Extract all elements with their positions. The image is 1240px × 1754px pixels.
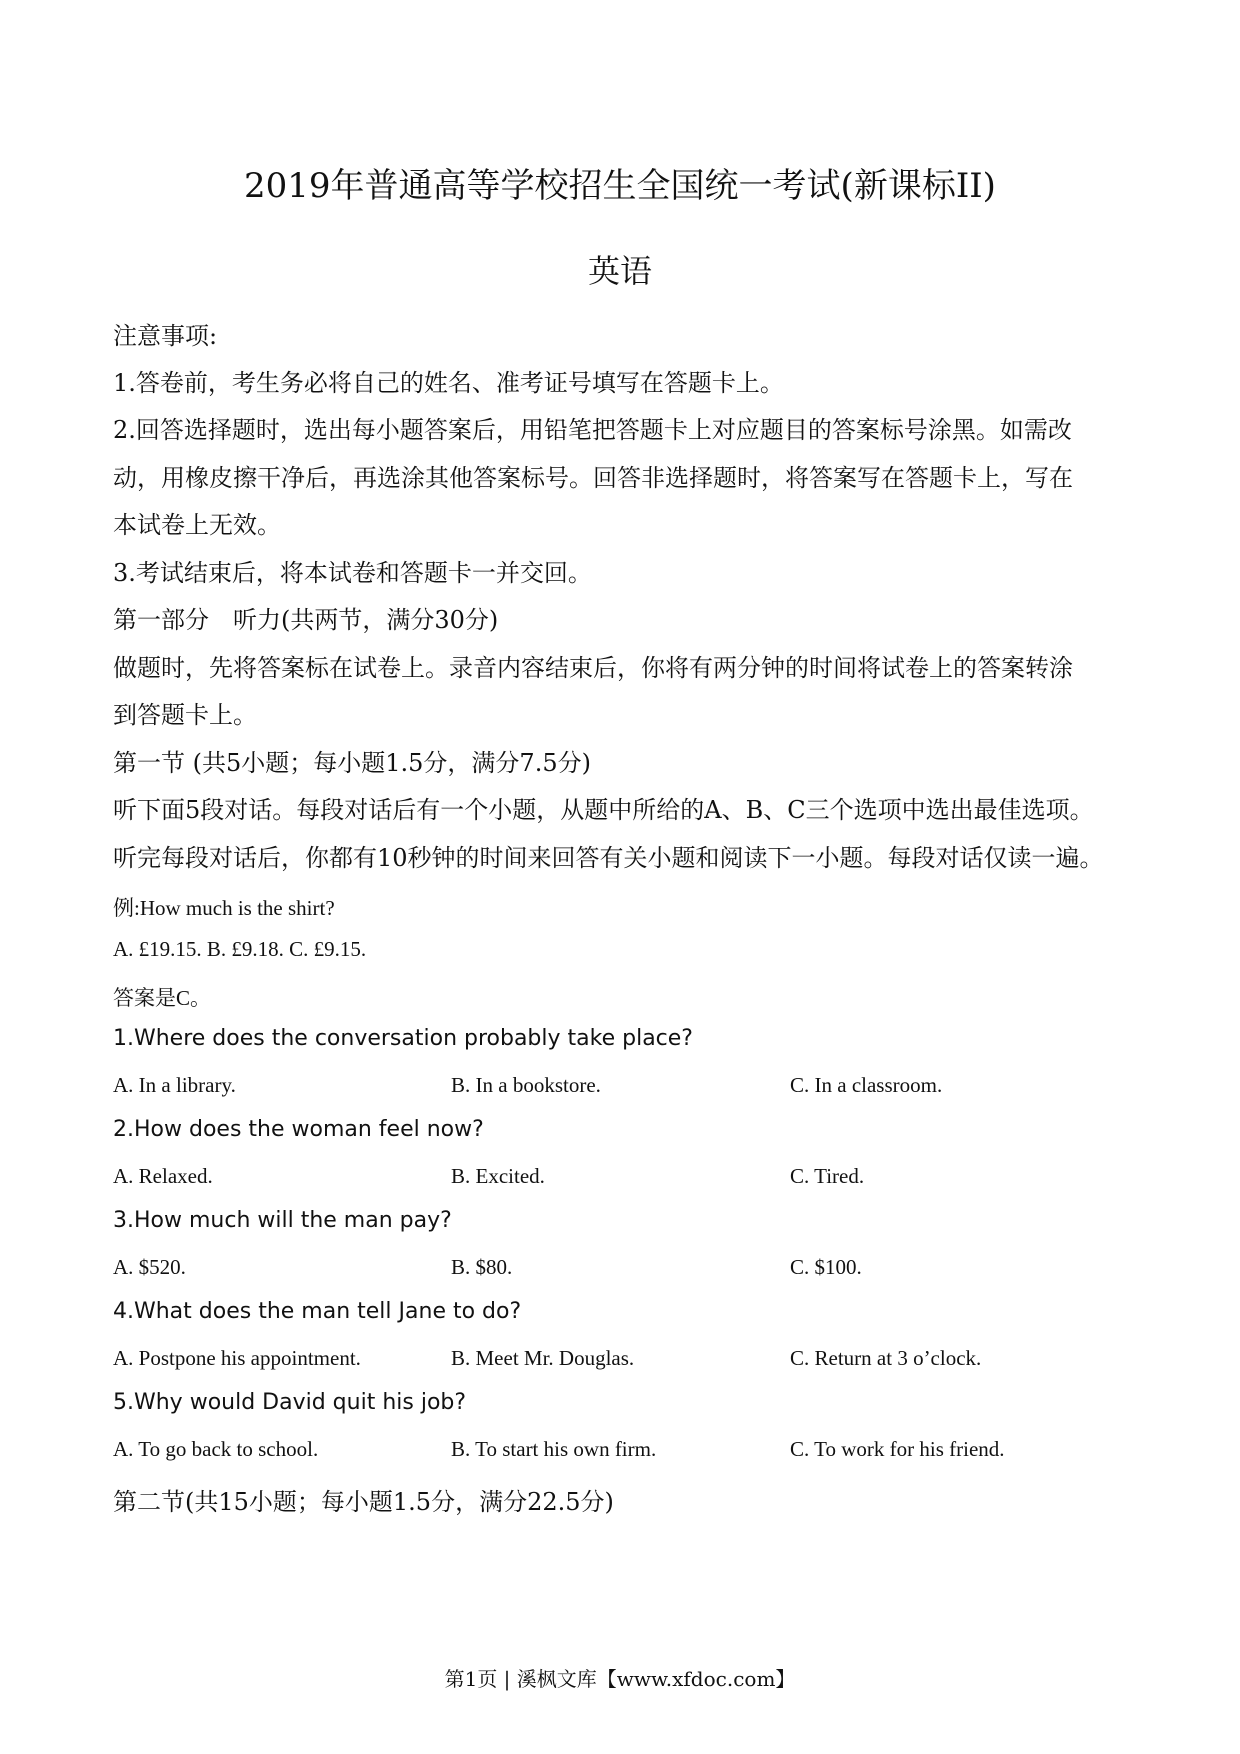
- section1-instruction-line-2: 听完每段对话后，你都有10秒钟的时间来回答有关小题和阅读下一小题。每段对话仅读一遍。: [113, 844, 1104, 872]
- page-footer: 第1页 | 溪枫文库【www.xfdoc.com】: [444, 1667, 796, 1691]
- question-1-option-b: B. In a bookstore.: [451, 1073, 601, 1097]
- notice-item-2-line-3: 本试卷上无效。: [113, 511, 281, 539]
- notice-item-2-line-2: 动，用橡皮擦干净后，再选涂其他答案标号。回答非选择题时，将答案写在答题卡上，写在: [113, 464, 1073, 492]
- example-answer: 答案是C。: [113, 986, 212, 1010]
- notice-item-2-line-1: 2.回答选择题时，选出每小题答案后，用铅笔把答题卡上对应题目的答案标号涂黑。如需改: [113, 416, 1072, 444]
- question-5-option-b: B. To start his own firm.: [451, 1437, 657, 1461]
- question-2-option-c: C. Tired.: [790, 1164, 865, 1188]
- question-4-option-b: B. Meet Mr. Douglas.: [451, 1346, 635, 1370]
- section1-instruction-line-1: 听下面5段对话。每段对话后有一个小题，从题中所给的A、B、C三个选项中选出最佳选项。: [113, 796, 1094, 824]
- part1-instruction-line-2: 到答题卡上。: [113, 701, 257, 729]
- question-5-option-a: A. To go back to school.: [113, 1437, 319, 1461]
- notice-heading: 注意事项:: [113, 322, 218, 350]
- subject-title: 英语: [587, 252, 652, 290]
- section1-heading: 第一节 (共5小题；每小题1.5分，满分7.5分): [113, 749, 591, 777]
- question-1-option-c: C. In a classroom.: [790, 1073, 943, 1097]
- part1-instruction-line-1: 做题时，先将答案标在试卷上。录音内容结束后，你将有两分钟的时间将试卷上的答案转涂: [113, 654, 1073, 682]
- question-1-option-a: A. In a library.: [113, 1073, 236, 1097]
- question-4: 4.What does the man tell Jane to do?: [113, 1299, 522, 1324]
- notice-item-1: 1.答卷前，考生务必将自己的姓名、准考证号填写在答题卡上。: [113, 369, 784, 397]
- question-3: 3.How much will the man pay?: [113, 1208, 452, 1233]
- exam-title: 2019年普通高等学校招生全国统一考试(新课标II): [244, 166, 996, 206]
- question-3-option-a: A. $520.: [113, 1255, 186, 1279]
- question-1: 1.Where does the conversation probably take place?: [113, 1026, 693, 1051]
- section2-heading: 第二节(共15小题；每小题1.5分，满分22.5分): [113, 1488, 614, 1516]
- example-question: 例:How much is the shirt?: [113, 896, 335, 920]
- question-4-option-a: A. Postpone his appointment.: [113, 1346, 361, 1370]
- example-options: A. £19.15. B. £9.18. C. £9.15.: [113, 937, 367, 961]
- part1-heading: 第一部分 听力(共两节，满分30分): [113, 606, 499, 634]
- question-3-option-b: B. $80.: [451, 1255, 513, 1279]
- notice-item-3: 3.考试结束后，将本试卷和答题卡一并交回。: [113, 559, 592, 587]
- question-4-option-c: C. Return at 3 o’clock.: [790, 1346, 982, 1370]
- question-5-option-c: C. To work for his friend.: [790, 1437, 1005, 1461]
- question-2: 2.How does the woman feel now?: [113, 1117, 484, 1142]
- question-5: 5.Why would David quit his job?: [113, 1390, 467, 1415]
- question-2-option-b: B. Excited.: [451, 1164, 545, 1188]
- question-2-option-a: A. Relaxed.: [113, 1164, 213, 1188]
- question-3-option-c: C. $100.: [790, 1255, 862, 1279]
